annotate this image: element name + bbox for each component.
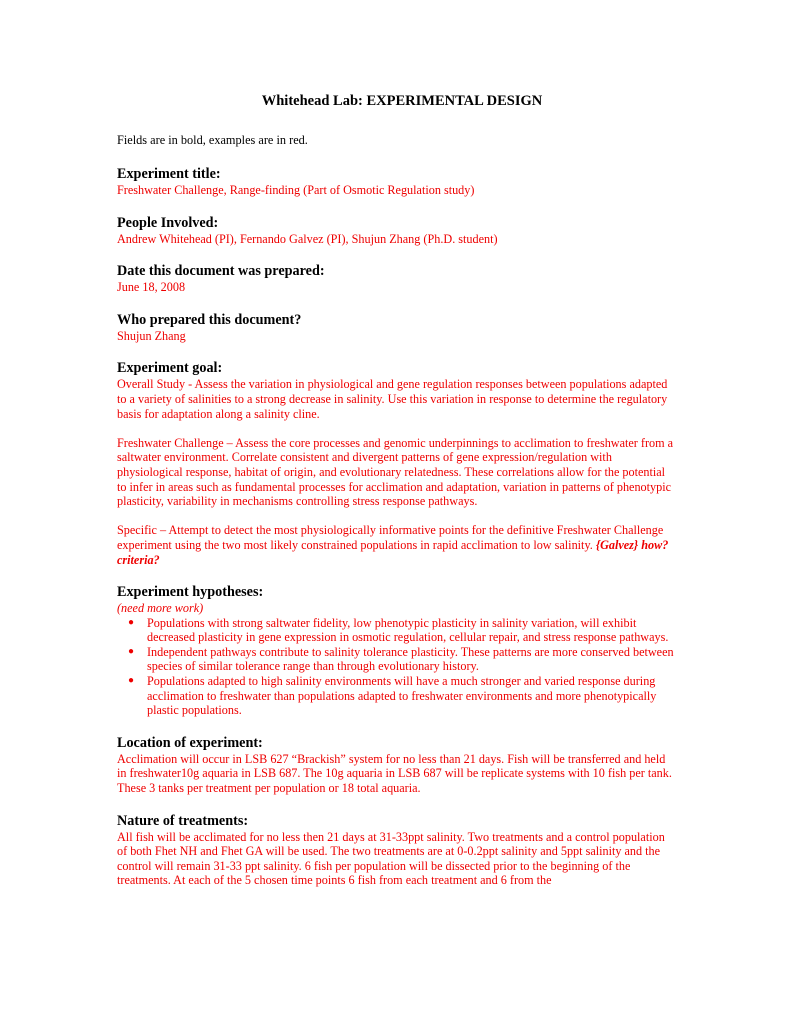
preparer-heading: Who prepared this document? xyxy=(117,311,302,328)
preparer-value: Shujun Zhang xyxy=(117,328,186,343)
location-heading: Location of experiment: xyxy=(117,734,263,751)
people-value: Andrew Whitehead (PI), Fernando Galvez (PI), Shujun Zhang (Ph.D. student) xyxy=(117,231,498,246)
section-treatments xyxy=(117,812,677,888)
section-location xyxy=(117,734,677,796)
hypotheses-list xyxy=(117,616,677,718)
list-item xyxy=(128,674,677,718)
goal-heading: Experiment goal: xyxy=(117,360,223,377)
list-item xyxy=(128,644,677,674)
goal-text xyxy=(117,377,677,567)
date-heading: Date this document was prepared: xyxy=(117,263,325,280)
goal-specific xyxy=(117,523,677,567)
section-people xyxy=(117,214,677,247)
document-body xyxy=(117,93,677,904)
hypothesis-text: Independent pathways contribute to salinity tolerance plasticity. These patterns are more conserved between species of similar tolerance range than through evolutionary history. xyxy=(147,644,674,674)
bullet-icon: ● xyxy=(128,616,135,628)
experiment-title-heading: Experiment title: xyxy=(117,166,221,182)
document-title: Whitehead Lab: EXPERIMENTAL DESIGN xyxy=(261,93,543,109)
bullet-icon: ● xyxy=(128,675,135,687)
goal-freshwater: Freshwater Challenge – Assess the core processes and genomic underpinnings to acclimation to freshwater from a saltwater environment. Correlate consistent and divergent patterns of gene expression/regulation with physiological response, habitat of origin, and evolutionary relatedness. These correlations allow for the potential to infer in areas such as fundamental processes for acclimation and adaptation, variation in patterns of phenotypic plasticity, variability in mechanisms controlling stress response pathways. xyxy=(117,435,674,509)
date-value: June 18, 2008 xyxy=(117,280,186,295)
hypotheses-note: (need more work) xyxy=(117,601,204,616)
bullet-icon: ● xyxy=(128,645,135,657)
section-hypotheses xyxy=(117,583,677,718)
intro-note: Fields are in bold, examples are in red. xyxy=(117,133,308,147)
treatments-heading: Nature of treatments: xyxy=(117,812,249,829)
goal-specific-comment: {Galvez} how?criteria? xyxy=(117,537,669,567)
section-experiment-title xyxy=(117,165,677,198)
hypotheses-heading: Experiment hypotheses: xyxy=(117,584,264,601)
hypothesis-text: Populations adapted to high salinity environments will have a much stronger and varied response during acclimation to freshwater than populations adapted to freshwater environments and more phenotypically plastic populations. xyxy=(147,674,657,718)
hypothesis-text: Populations with strong saltwater fidelity, low phenotypic plasticity in salinity variation, will exhibit decreased plasticity in gene expression in osmotic regulation, cellular repair, and stress response pathways. xyxy=(147,615,669,645)
goal-specific-text: Specific – Attempt to detect the most physiologically informative points for the definitive Freshwater Challenge experiment using the two most likely constrained populations in rapid acclimation to low salinity. xyxy=(117,523,664,552)
people-heading: People Involved: xyxy=(117,214,219,231)
list-item xyxy=(128,615,677,645)
treatments-value: All fish will be acclimated for no less then 21 days at 31-33ppt salinity. Two treatments and a control population of both Fhet NH and Fhet GA will be used. The two treatments are at 0-0.2ppt salinity and 5ppt salinity and the control will remain 31-33 ppt salinity. 6 fish per population will be dissected prior to the beginning of the treatments. At each of the 5 chosen time points 6 fish from each treatment and 6 from the xyxy=(117,829,665,888)
location-value: Acclimation will occur in LSB 627 “Brackish” system for no less than 21 days. Fish will be transferred and held in freshwater10g aquaria in LSB 687. The 10g aquaria in LSB 687 will be replicate systems with 10 fish per tank. These 3 tanks per treatment per population or 18 total aquaria. xyxy=(117,751,672,796)
experiment-title-value: Freshwater Challenge, Range-finding (Part of Osmotic Regulation study) xyxy=(117,183,475,197)
section-goal xyxy=(117,359,677,567)
section-preparer xyxy=(117,311,677,344)
goal-overall: Overall Study - Assess the variation in physiological and gene regulation responses between populations adapted to a variety of salinities to a strong decrease in salinity. Use this variation in response to determine the regulatory basis for adaptation along a salinity cline. xyxy=(117,377,668,421)
section-date xyxy=(117,262,677,295)
